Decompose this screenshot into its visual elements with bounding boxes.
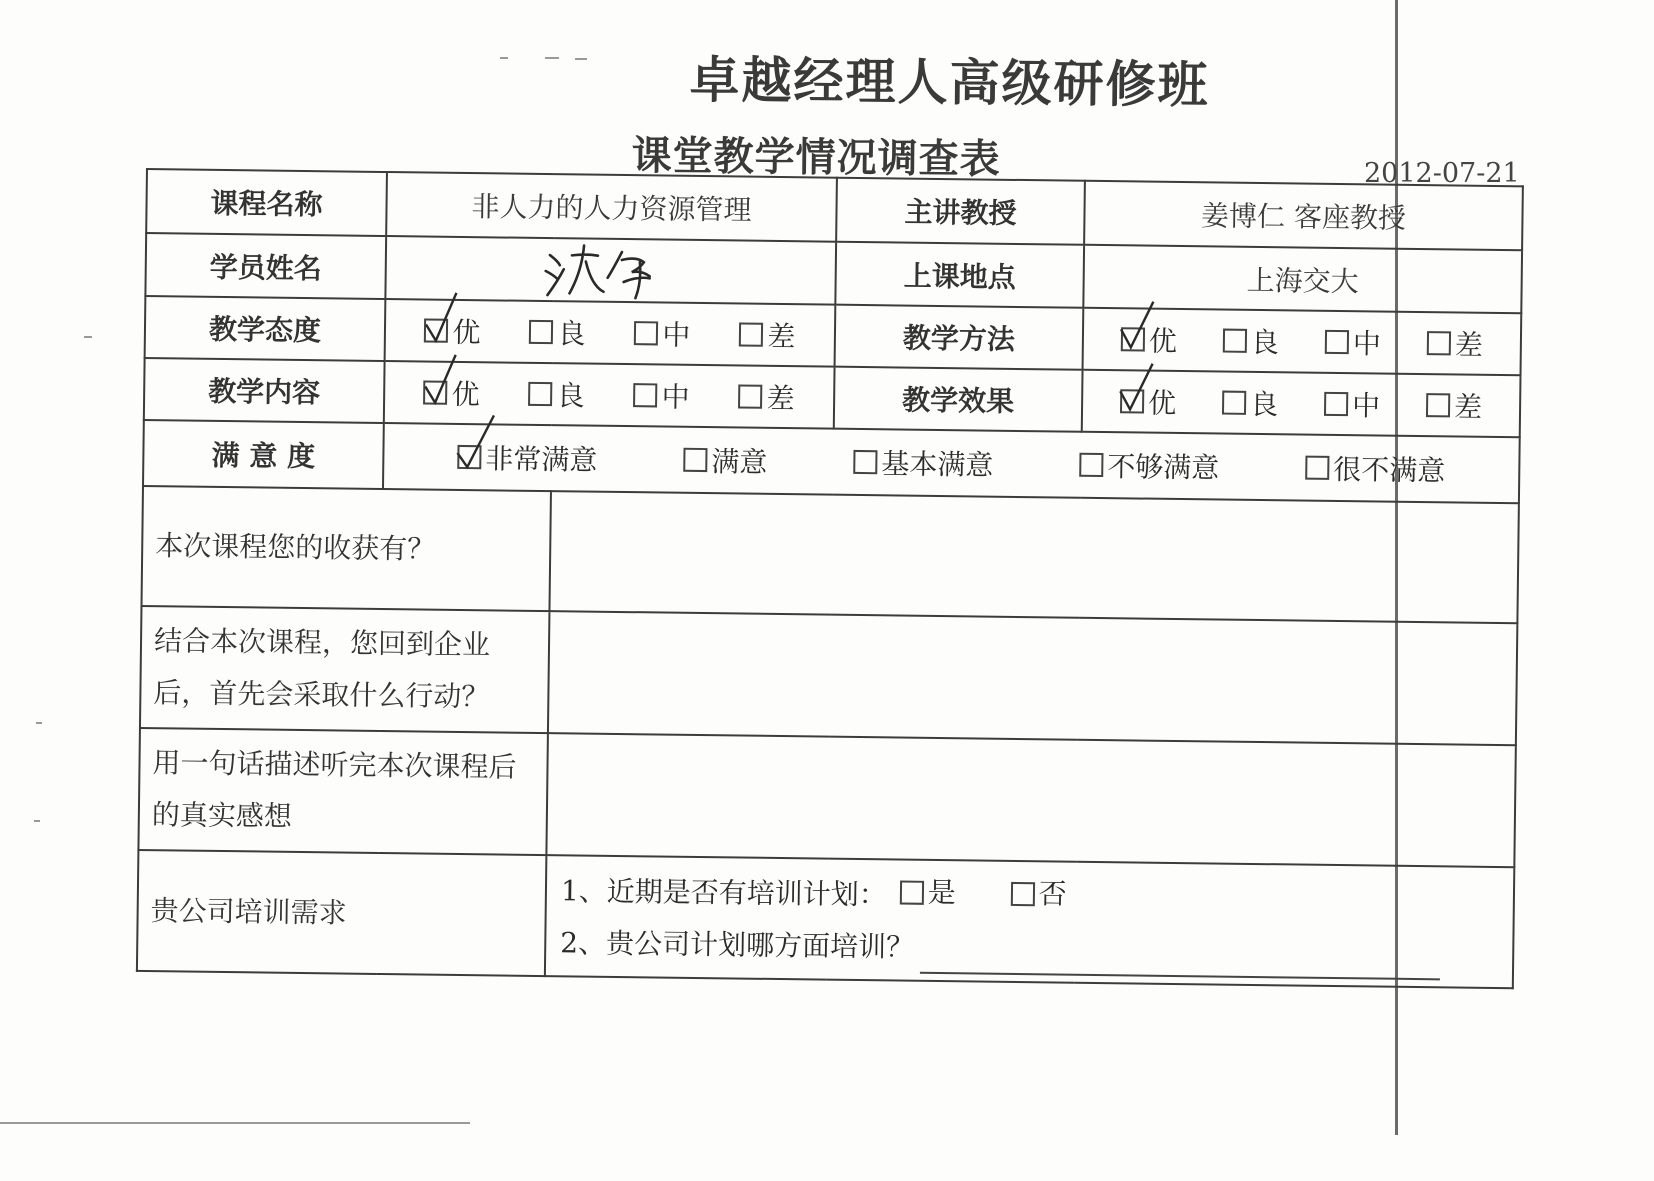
training-area-question: 2、贵公司计划哪方面培训？	[560, 926, 915, 964]
method-option-excellent[interactable]: 优	[1121, 319, 1178, 360]
course-value: 非人力的人力资源管理	[386, 172, 837, 242]
satisfaction-label: 满 意 度	[143, 420, 384, 489]
satisfaction-option-satisfied[interactable]: 满意	[683, 440, 768, 481]
attitude-option-excellent[interactable]: 优	[424, 311, 481, 352]
satisfaction-option-very-dissatisfied[interactable]: 很不满意	[1305, 448, 1446, 490]
method-option-good[interactable]: 良	[1223, 321, 1280, 362]
effect-option-average[interactable]: 中	[1324, 384, 1381, 425]
answer-feeling[interactable]	[546, 733, 1515, 867]
attitude-option-average[interactable]: 中	[634, 313, 691, 354]
content-option-good[interactable]: 良	[528, 374, 585, 415]
row-question-gains	[141, 486, 1518, 623]
satisfaction-checkbox-not-satisfied[interactable]	[1079, 453, 1103, 477]
effect-checkbox-poor[interactable]	[1426, 393, 1450, 417]
answer-action[interactable]	[548, 611, 1517, 745]
method-label: 教学方法	[835, 305, 1084, 370]
effect-options	[1082, 370, 1521, 437]
page-title: 卓越经理人高级研修班	[689, 50, 1210, 115]
method-option-poor[interactable]: 差	[1427, 323, 1484, 364]
student-label: 学员姓名	[145, 233, 386, 299]
training-needs-label: 贵公司培训需求	[137, 850, 546, 976]
satisfaction-checkbox-satisfied[interactable]	[683, 448, 707, 472]
satisfaction-checkbox-basically-satisfied[interactable]	[853, 450, 877, 474]
training-plan-no[interactable]: 否	[1010, 868, 1067, 921]
effect-checkbox-average[interactable]	[1324, 392, 1348, 416]
training-plan-no-checkbox[interactable]	[1010, 882, 1034, 906]
row-question-action	[140, 606, 1517, 745]
scan-paper-edge	[0, 1122, 470, 1124]
effect-checkbox-excellent[interactable]	[1120, 389, 1144, 413]
content-option-poor[interactable]: 差	[738, 376, 795, 417]
survey-date: 2012-07-21	[1364, 158, 1520, 189]
answer-gains[interactable]	[549, 491, 1518, 623]
page-subtitle: 课堂教学情况调查表	[631, 132, 1001, 183]
effect-option-good[interactable]: 良	[1222, 383, 1279, 424]
location-label: 上课地点	[835, 242, 1084, 308]
training-plan-yes-checkbox[interactable]	[900, 881, 924, 905]
attitude-label: 教学态度	[145, 296, 386, 361]
lecturer-label: 主讲教授	[836, 178, 1085, 245]
attitude-checkbox-excellent[interactable]	[424, 319, 448, 343]
training-needs-cell	[545, 855, 1514, 988]
row-training-needs	[137, 850, 1514, 988]
question-action: 结合本次课程，您回到企业后，首先会采取什么行动？	[140, 606, 550, 733]
checkmark-icon	[1116, 361, 1157, 417]
satisfaction-checkbox-very-satisfied[interactable]	[457, 445, 481, 469]
content-options	[384, 361, 835, 429]
training-plan-question: 1、近期是否有培训计划：	[560, 874, 887, 912]
location-value: 上海交大	[1083, 245, 1522, 313]
checkmark-icon	[419, 352, 460, 408]
attitude-checkbox-good[interactable]	[529, 320, 553, 344]
satisfaction-option-very-satisfied[interactable]: 非常满意	[457, 437, 598, 479]
course-label: 课程名称	[146, 169, 387, 236]
attitude-checkbox-poor[interactable]	[739, 322, 763, 346]
content-label: 教学内容	[144, 358, 385, 423]
effect-checkbox-good[interactable]	[1222, 391, 1246, 415]
checkmark-icon	[453, 417, 494, 473]
training-area-answer-line[interactable]	[920, 946, 1440, 981]
content-option-average[interactable]: 中	[633, 375, 690, 416]
effect-option-poor[interactable]: 差	[1426, 385, 1483, 426]
content-checkbox-excellent[interactable]	[424, 381, 448, 405]
content-checkbox-average[interactable]	[634, 383, 658, 407]
question-gains: 本次课程您的收获有？	[141, 486, 550, 611]
effect-option-excellent[interactable]: 优	[1120, 381, 1177, 422]
method-checkbox-poor[interactable]	[1427, 331, 1451, 355]
survey-form	[136, 168, 1522, 993]
training-area-line	[560, 917, 1499, 981]
content-option-excellent[interactable]: 优	[423, 373, 480, 414]
content-checkbox-poor[interactable]	[739, 384, 763, 408]
question-feeling: 用一句话描述听完本次课程后的真实感想	[138, 728, 548, 855]
attitude-checkbox-average[interactable]	[634, 321, 658, 345]
method-option-average[interactable]: 中	[1325, 322, 1382, 363]
attitude-option-poor[interactable]: 差	[739, 314, 796, 355]
survey-table	[136, 168, 1524, 989]
student-signature	[535, 240, 686, 300]
checkmark-icon	[420, 290, 461, 346]
satisfaction-option-basically-satisfied[interactable]: 基本满意	[853, 442, 994, 484]
training-plan-yes[interactable]: 是	[899, 867, 956, 920]
satisfaction-option-not-satisfied[interactable]: 不够满意	[1079, 445, 1220, 487]
effect-label: 教学效果	[834, 367, 1083, 432]
satisfaction-checkbox-very-dissatisfied[interactable]	[1305, 456, 1329, 480]
checkmark-icon	[1117, 299, 1158, 355]
attitude-option-good[interactable]: 良	[529, 312, 586, 353]
row-question-feeling	[138, 728, 1515, 867]
method-checkbox-excellent[interactable]	[1121, 327, 1145, 351]
method-checkbox-good[interactable]	[1223, 329, 1247, 353]
lecturer-value: 姜博仁 客座教授	[1084, 181, 1523, 250]
method-checkbox-average[interactable]	[1325, 330, 1349, 354]
content-checkbox-good[interactable]	[529, 382, 553, 406]
